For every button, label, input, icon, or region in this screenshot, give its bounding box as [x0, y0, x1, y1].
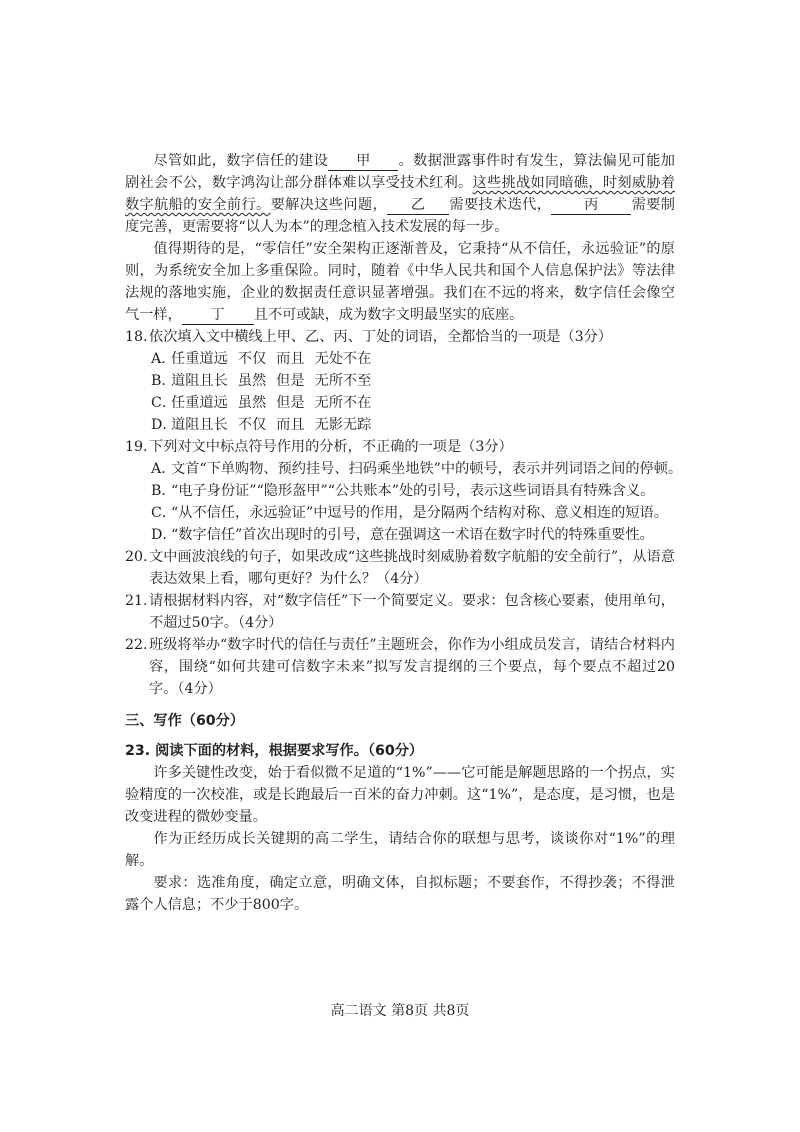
option-text: 文首“下单购物、预约挂号、扫码乘坐地铁”中的顿号，表示并列词语之间的停顿。 [171, 461, 683, 477]
passage-text: 尽管如此，数字信任的建设 [153, 153, 329, 169]
option-word: 无所不至 [314, 373, 372, 389]
question-22 [125, 634, 675, 700]
option-label: C． [151, 505, 177, 521]
question-18-options [125, 348, 675, 436]
option-word: 但是 [276, 395, 305, 411]
page-footer: 高二语文 第8页 共8页 [330, 1003, 470, 1019]
option-a [151, 348, 675, 370]
option-word: 任重道远 [171, 395, 228, 411]
option-label: A． [151, 461, 176, 477]
question-stem: 文中画波浪线的句子，如果改成“这些挑战时刻威胁着数字航船的安全前行”，从语意表达效果上看，哪句更好？为什么？（4分） [149, 549, 675, 587]
option-label: D． [151, 527, 177, 543]
option-word: 无影无踪 [314, 417, 372, 433]
question-23-material: 许多关键性改变，始于看似微不足道的“1%”——它可能是解题思路的一个拐点，实验精度的一次校准，或是长跑最后一百米的奋力冲刺。这“1%”，是态度，是习惯，也是改变进程的微妙变量。 [125, 765, 675, 825]
question-number: 22. [125, 637, 148, 653]
question-18 [125, 326, 675, 348]
option-text: “数字信任”首次出现时的引号，意在强调这一术语在数字时代的特殊重要性。 [171, 527, 654, 543]
passage-paragraph-2 [125, 238, 675, 326]
wavy-underlined-sentence: 这些挑战如同暗礁，时刻威胁着数字航船的安全前行。 [125, 175, 675, 213]
passage-text: 需要制度完善，更需要将“以人为本”的理念植入技术发展的每一步。 [125, 197, 675, 235]
blank-ding: 丁 [182, 306, 254, 325]
question-stem: 下列对文中标点符号作用的分析，不正确的一项是（3分） [149, 439, 513, 455]
option-text: “电子身份证”“隐形盔甲”“公共账本”处的引号，表示这些词语具有特殊含义。 [171, 483, 655, 499]
question-stem: 依次填入文中横线上甲、乙、丙、丁处的词语，全都恰当的一项是（3分） [149, 329, 613, 345]
option-label: B． [151, 483, 176, 499]
option-c [151, 502, 675, 524]
option-b [151, 370, 675, 392]
question-21 [125, 590, 675, 634]
option-a [151, 458, 683, 480]
option-label: B． [151, 373, 176, 389]
passage-text: 且不可或缺，成为数字文明最坚实的底座。 [253, 307, 524, 323]
blank-bing: 丙 [551, 196, 631, 215]
question-23-title: 23. 阅读下面的材料，根据要求写作。（60分） [125, 743, 424, 759]
question-19-options [125, 458, 683, 546]
question-number: 18. [125, 329, 148, 345]
question-number: 19. [125, 439, 148, 455]
question-stem: 请根据材料内容，对“数字信任”下一个简要定义。要求：包含核心要素，使用单句，不超过50字。（4分） [149, 593, 675, 631]
option-word: 道阻且长 [171, 373, 228, 389]
passage-text: 要解决这些问题， [270, 197, 388, 213]
option-word: 道阻且长 [171, 417, 228, 433]
question-23-requirements: 要求：选准角度，确定立意，明确文体，自拟标题；不要套作，不得抄袭；不得泄露个人信息；不少于800字。 [125, 875, 675, 913]
question-stem: 班级将举办“数字时代的信任与责任”主题班会，你作为小组成员发言，请结合材料内容，围绕“如何共建可信数字未来”拟写发言提纲的三个要点，每个要点不超过20字。（4分） [149, 637, 675, 697]
option-word: 虽然 [237, 373, 267, 389]
option-word: 任重道远 [171, 351, 228, 367]
question-20 [125, 546, 675, 590]
passage-text: 需要技术迭代， [449, 197, 552, 213]
option-label: D． [151, 417, 177, 433]
option-word: 不仅 [237, 351, 267, 367]
option-word: 无处不在 [314, 351, 372, 367]
option-label: C． [151, 395, 177, 411]
option-word: 无所不在 [314, 395, 372, 411]
question-number: 21. [125, 593, 148, 609]
option-c [151, 392, 675, 414]
page-content [125, 150, 683, 916]
option-word: 但是 [276, 373, 305, 389]
blank-jia: 甲 [328, 152, 398, 171]
option-word: 而且 [276, 417, 305, 433]
option-word: 虽然 [237, 395, 267, 411]
option-word: 不仅 [237, 417, 267, 433]
passage-text: 值得期待的是，“零信任”安全架构正逐渐普及，它秉持“从不信任，永远验证”的原则，为系统安全加上多重保险。同时，随着《中华人民共和国个人信息保护法》等法律法规的落地实施，企业的数据责任意识显著增强。我们在不远的将来，数字信任会像空气一样， [125, 241, 675, 323]
blank-yi: 乙 [387, 196, 449, 215]
question-23-prompt: 作为正经历成长关键期的高二学生，请结合你的联想与思考，谈谈你对“1%”的理解。 [125, 831, 675, 869]
option-word: 而且 [276, 351, 305, 367]
option-label: A． [151, 351, 176, 367]
option-text: “从不信任，永远验证”中逗号的作用，是分隔两个结构对称、意义相连的短语。 [171, 505, 668, 521]
question-19 [125, 436, 675, 458]
option-d [151, 414, 675, 436]
section-heading-writing: 三、写作（60分） [125, 713, 245, 729]
option-b [151, 480, 675, 502]
option-d [151, 524, 675, 546]
passage-text: 。数据泄露事件时有发生，算法偏见可能加剧社会不公，数字鸿沟让部分群体难以享受技术红利。 [125, 153, 675, 191]
passage-paragraph-1 [125, 150, 675, 238]
question-number: 20. [125, 549, 148, 565]
